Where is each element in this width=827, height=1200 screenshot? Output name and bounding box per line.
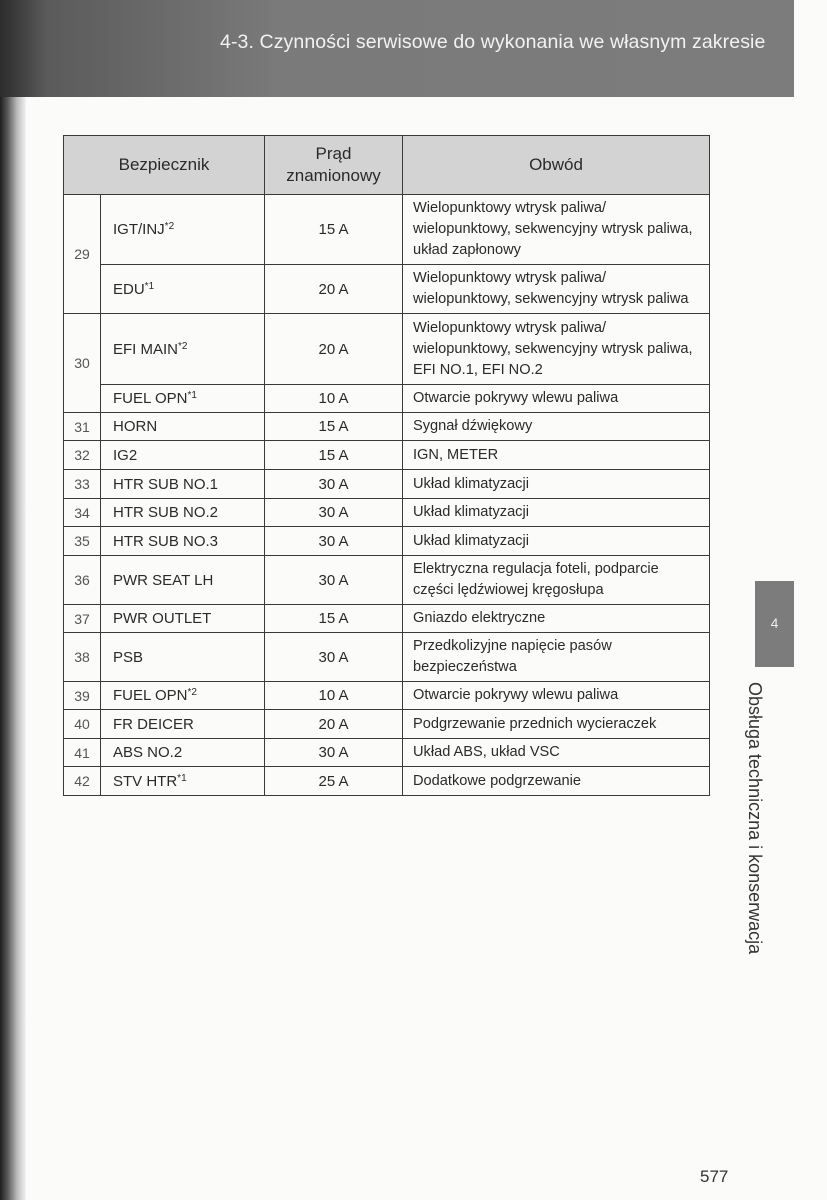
fuse-name-text: PSB — [113, 648, 144, 666]
fuse-circuit: Gniazdo elektryczne — [403, 605, 710, 633]
fuse-circuit: Układ klimatyzacji — [403, 499, 710, 527]
column-header-rating — [265, 136, 403, 195]
table-row — [64, 385, 710, 413]
fuse-rating: 10 A — [265, 385, 403, 413]
fuse-rating: 15 A — [265, 195, 403, 265]
table-row — [64, 527, 710, 556]
fuse-circuit: IGN, METER — [403, 441, 710, 470]
fuse-name-text: PWR OUTLET — [113, 610, 212, 627]
fuse-circuit: Układ klimatyzacji — [403, 470, 710, 499]
chapter-tab-number: 4 — [770, 615, 779, 631]
fuse-number: 30 — [64, 314, 101, 413]
table-row — [64, 470, 710, 499]
fuse-rating: 30 A — [265, 527, 403, 556]
chapter-title: 4-3. Czynności serwisowe do wykonania we własnym zakresie — [220, 31, 766, 53]
fuse-name — [101, 470, 265, 499]
fuse-name-text: EFI MAIN — [113, 340, 179, 358]
fuse-rating: 30 A — [265, 499, 403, 527]
fuse-table — [63, 135, 710, 796]
fuse-rating: 30 A — [265, 470, 403, 499]
fuse-circuit: Przedkolizyjne napięcie pasów bezpieczeństwa — [403, 633, 710, 682]
fuse-circuit: Układ ABS, układ VSC — [403, 739, 710, 767]
chapter-tab — [755, 581, 794, 667]
fuse-circuit: Dodatkowe podgrzewanie — [403, 767, 710, 796]
fuse-name — [101, 527, 265, 556]
fuse-rating: 20 A — [265, 265, 403, 314]
page-binding-shadow — [0, 0, 26, 1200]
fuse-name-text: EDU — [113, 280, 145, 298]
fuse-name — [101, 605, 265, 633]
fuse-name-text: HORN — [113, 418, 158, 435]
fuse-rating: 20 A — [265, 314, 403, 385]
fuse-number: 42 — [64, 767, 101, 796]
fuse-number: 33 — [64, 470, 101, 499]
fuse-footnote-mark: *2 — [178, 340, 188, 352]
table-row — [64, 413, 710, 441]
fuse-name — [101, 314, 265, 385]
fuse-rating: 15 A — [265, 605, 403, 633]
table-row — [64, 265, 710, 314]
fuse-circuit: Otwarcie pokrywy wlewu paliwa — [403, 682, 710, 710]
fuse-circuit: Sygnał dźwiękowy — [403, 413, 710, 441]
fuse-number: 32 — [64, 441, 101, 470]
fuse-circuit: Otwarcie pokrywy wlewu paliwa — [403, 385, 710, 413]
fuse-footnote-mark: *1 — [187, 390, 197, 401]
chapter-side-label: Obsługa techniczna i konserwacja — [745, 682, 765, 955]
fuse-number: 31 — [64, 413, 101, 441]
chapter-header — [0, 0, 794, 97]
fuse-circuit: Wielopunktowy wtrysk paliwa/ wielopunktowy, sekwencyjny wtrysk paliwa — [403, 265, 710, 314]
table-row — [64, 556, 710, 605]
fuse-footnote-mark: *1 — [144, 280, 155, 292]
fuse-circuit: Elektryczna regulacja foteli, podparcie części lędźwiowej kręgosłupa — [403, 556, 710, 605]
fuse-name — [101, 739, 265, 767]
fuse-name-text: IG2 — [113, 446, 138, 464]
table-row — [64, 499, 710, 527]
fuse-name — [101, 385, 265, 413]
fuse-name — [101, 767, 265, 796]
rating-header-line1: Prąd — [315, 144, 352, 163]
fuse-name — [101, 265, 265, 314]
fuse-number: 37 — [64, 605, 101, 633]
table-row — [64, 314, 710, 385]
fuse-name — [101, 710, 265, 739]
rating-header-line2: znamionowy — [286, 166, 381, 185]
table-row — [64, 633, 710, 682]
fuse-number: 38 — [64, 633, 101, 682]
fuse-name-text: FUEL OPN — [113, 390, 188, 407]
column-header-fuse: Bezpiecznik — [64, 136, 265, 195]
table-row — [64, 739, 710, 767]
fuse-rating: 15 A — [265, 413, 403, 441]
fuse-name — [101, 633, 265, 682]
fuse-name-text: FR DEICER — [113, 715, 194, 733]
fuse-rating: 10 A — [265, 682, 403, 710]
fuse-name — [101, 413, 265, 441]
fuse-name — [101, 195, 265, 265]
fuse-name-text: ABS NO.2 — [113, 744, 183, 761]
fuse-number: 34 — [64, 499, 101, 527]
fuse-rating: 30 A — [265, 739, 403, 767]
fuse-name — [101, 682, 265, 710]
fuse-name-text: HTR SUB NO.1 — [113, 475, 219, 493]
table-row — [64, 767, 710, 796]
fuse-number: 41 — [64, 739, 101, 767]
fuse-footnote-mark: *1 — [177, 772, 187, 784]
fuse-rating: 30 A — [265, 556, 403, 605]
fuse-circuit: Podgrzewanie przednich wycieraczek — [403, 710, 710, 739]
table-row — [64, 195, 710, 265]
fuse-number: 40 — [64, 710, 101, 739]
fuse-name-text: FUEL OPN — [113, 687, 188, 704]
fuse-circuit: Układ klimatyzacji — [403, 527, 710, 556]
fuse-name-text: HTR SUB NO.2 — [113, 504, 219, 521]
table-row — [64, 682, 710, 710]
fuse-rating: 30 A — [265, 633, 403, 682]
fuse-rating: 20 A — [265, 710, 403, 739]
fuse-name-text: HTR SUB NO.3 — [113, 532, 219, 550]
table-row — [64, 710, 710, 739]
fuse-footnote-mark: *2 — [187, 687, 197, 698]
fuse-name-text: STV HTR — [113, 772, 178, 790]
fuse-rating: 15 A — [265, 441, 403, 470]
fuse-name-text: IGT/INJ — [113, 221, 165, 238]
fuse-number: 29 — [64, 195, 101, 314]
fuse-name — [101, 441, 265, 470]
fuse-rating: 25 A — [265, 767, 403, 796]
fuse-footnote-mark: *2 — [164, 221, 175, 232]
table-header-row — [64, 136, 710, 195]
fuse-circuit: Wielopunktowy wtrysk paliwa/ wielopunktowy, sekwencyjny wtrysk paliwa, układ zapłonowy — [403, 195, 710, 265]
page-number: 577 — [700, 1167, 729, 1186]
fuse-name — [101, 499, 265, 527]
fuse-number: 35 — [64, 527, 101, 556]
table-row — [64, 605, 710, 633]
column-header-circuit: Obwód — [403, 136, 710, 195]
fuse-circuit: Wielopunktowy wtrysk paliwa/ wielopunktowy, sekwencyjny wtrysk paliwa, EFI NO.1, EFI NO.2 — [403, 314, 710, 385]
fuse-number: 36 — [64, 556, 101, 605]
fuse-name — [101, 556, 265, 605]
fuse-name-text: PWR SEAT LH — [113, 571, 214, 589]
table-row — [64, 441, 710, 470]
fuse-number: 39 — [64, 682, 101, 710]
